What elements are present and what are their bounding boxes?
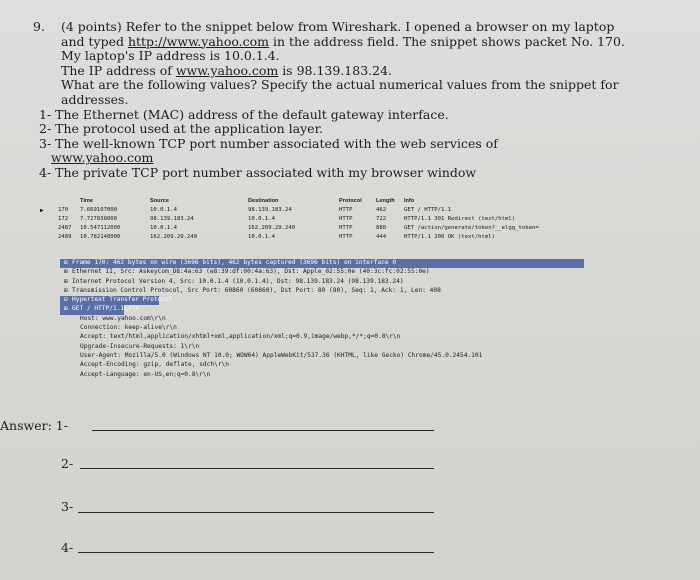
question-line-6: addresses.: [61, 91, 129, 107]
question-line-2: and typed http://www.yahoo.com in the address field. The snippet shows packet No. 170.: [61, 33, 625, 49]
question-line-3: My laptop's IP address is 10.0.1.4.: [61, 48, 280, 64]
http-header-line: Accept: text/html,application/xhtml+xml,application/xml;q=0.9,image/webp,*/*;q=0.8\r\n: [80, 333, 401, 341]
question-line-5: What are the following values? Specify the actual numerical values from the snippet for: [61, 77, 619, 93]
url-link[interactable]: http://www.yahoo.com: [127, 33, 270, 49]
wireshark-packet-details: [60, 259, 660, 380]
answer-2-label: 2-: [61, 456, 74, 471]
detail-http-request[interactable]: ⊞ GET / HTTP/1.1\r\n: [60, 305, 124, 314]
list-item: 3- The well-known TCP port number associated with the web services of: [39, 135, 498, 151]
detail-http[interactable]: ⊟ Hypertext Transfer Protocol: [60, 296, 159, 305]
answer-4-label: 4-: [61, 540, 74, 555]
list-item: 1- The Ethernet (MAC) address of the default gateway interface.: [39, 106, 449, 122]
question-block: [33, 20, 673, 181]
packet-row[interactable]: 172 7.727838000 98.139.183.24 10.0.1.4 HTTP 722 HTTP/1.1 301 Redirect (text/html): [58, 216, 516, 222]
answer-line-2[interactable]: [80, 468, 434, 469]
question-line-4: The IP address of www.yahoo.com is 98.139.183.24.: [61, 62, 392, 78]
question-line-1: (4 points) Refer to the snippet below from Wireshark. I opened a browser on my laptop: [61, 19, 615, 34]
http-header-line: User-Agent: Mozilla/5.0 (Windows NT 10.0; WOW64) AppleWebKit/537.36 (KHTML, like Gecko) Chrome/45.0.2454.101: [80, 351, 483, 359]
detail-ethernet[interactable]: ⊞ Ethernet II, Src: AskeyCom_D8:4a:63 (e8:39:df:00:4a:63), Dst: Apple_02:55:0e (40:3c:fc:02:55:0e): [64, 268, 430, 276]
answer-line-3[interactable]: [78, 512, 434, 513]
answer-label: Answer: 1-: [0, 418, 68, 433]
answer-line-1[interactable]: [92, 430, 434, 431]
http-header-line: Accept-Language: en-US,en;q=0.8\r\n: [80, 370, 211, 378]
packet-list-header: Time Source Destination Protocol Length Info: [80, 198, 415, 204]
detail-tcp[interactable]: ⊞ Transmission Control Protocol, Src Port: 60860 (60860), Dst Port: 80 (80), Seq: 1, Ack: 1, Len: 408: [64, 286, 441, 294]
http-header-line: Upgrade-Insecure-Requests: 1\r\n: [80, 342, 200, 350]
detail-frame[interactable]: ⊞ Frame 170: 462 bytes on wire (3696 bits), 462 bytes captured (3696 bits) on interface 0: [60, 259, 584, 268]
packet-row[interactable]: 2489 10.782148000 162.209.29.240 10.0.1.4 HTTP 444 HTTP/1.1 200 OK (text/html): [58, 234, 495, 240]
question-list: [39, 108, 673, 181]
wireshark-packet-list: [40, 198, 658, 243]
list-item: 4- The private TCP port number associated with my browser window: [39, 164, 477, 180]
http-header-line: Host: www.yahoo.com\r\n: [80, 314, 166, 322]
list-item: 2- The protocol used at the application layer.: [39, 121, 324, 137]
http-header-line: Connection: keep-alive\r\n: [80, 324, 177, 332]
list-item: www.yahoo.com: [51, 150, 154, 166]
answer-3-label: 3-: [61, 499, 74, 514]
detail-ip[interactable]: ⊞ Internet Protocol Version 4, Src: 10.0.1.4 (10.0.1.4), Dst: 98.139.183.24 (98.139.183.24): [64, 277, 404, 285]
arrow-icon: ▶: [40, 207, 44, 214]
packet-row[interactable]: 2487 10.547112000 10.0.1.4 162.209.29.240 HTTP 880 GET /action/generate/token?__elgg_token=: [58, 225, 539, 231]
answer-line-4[interactable]: [78, 552, 434, 553]
question-number: 9.: [33, 19, 45, 34]
packet-row[interactable]: ▶ 170 7.669107000 10.0.1.4 98.139.183.24 HTTP 462 GET / HTTP/1.1: [40, 207, 452, 214]
http-header-line: Accept-Encoding: gzip, deflate, sdch\r\n: [80, 361, 230, 369]
